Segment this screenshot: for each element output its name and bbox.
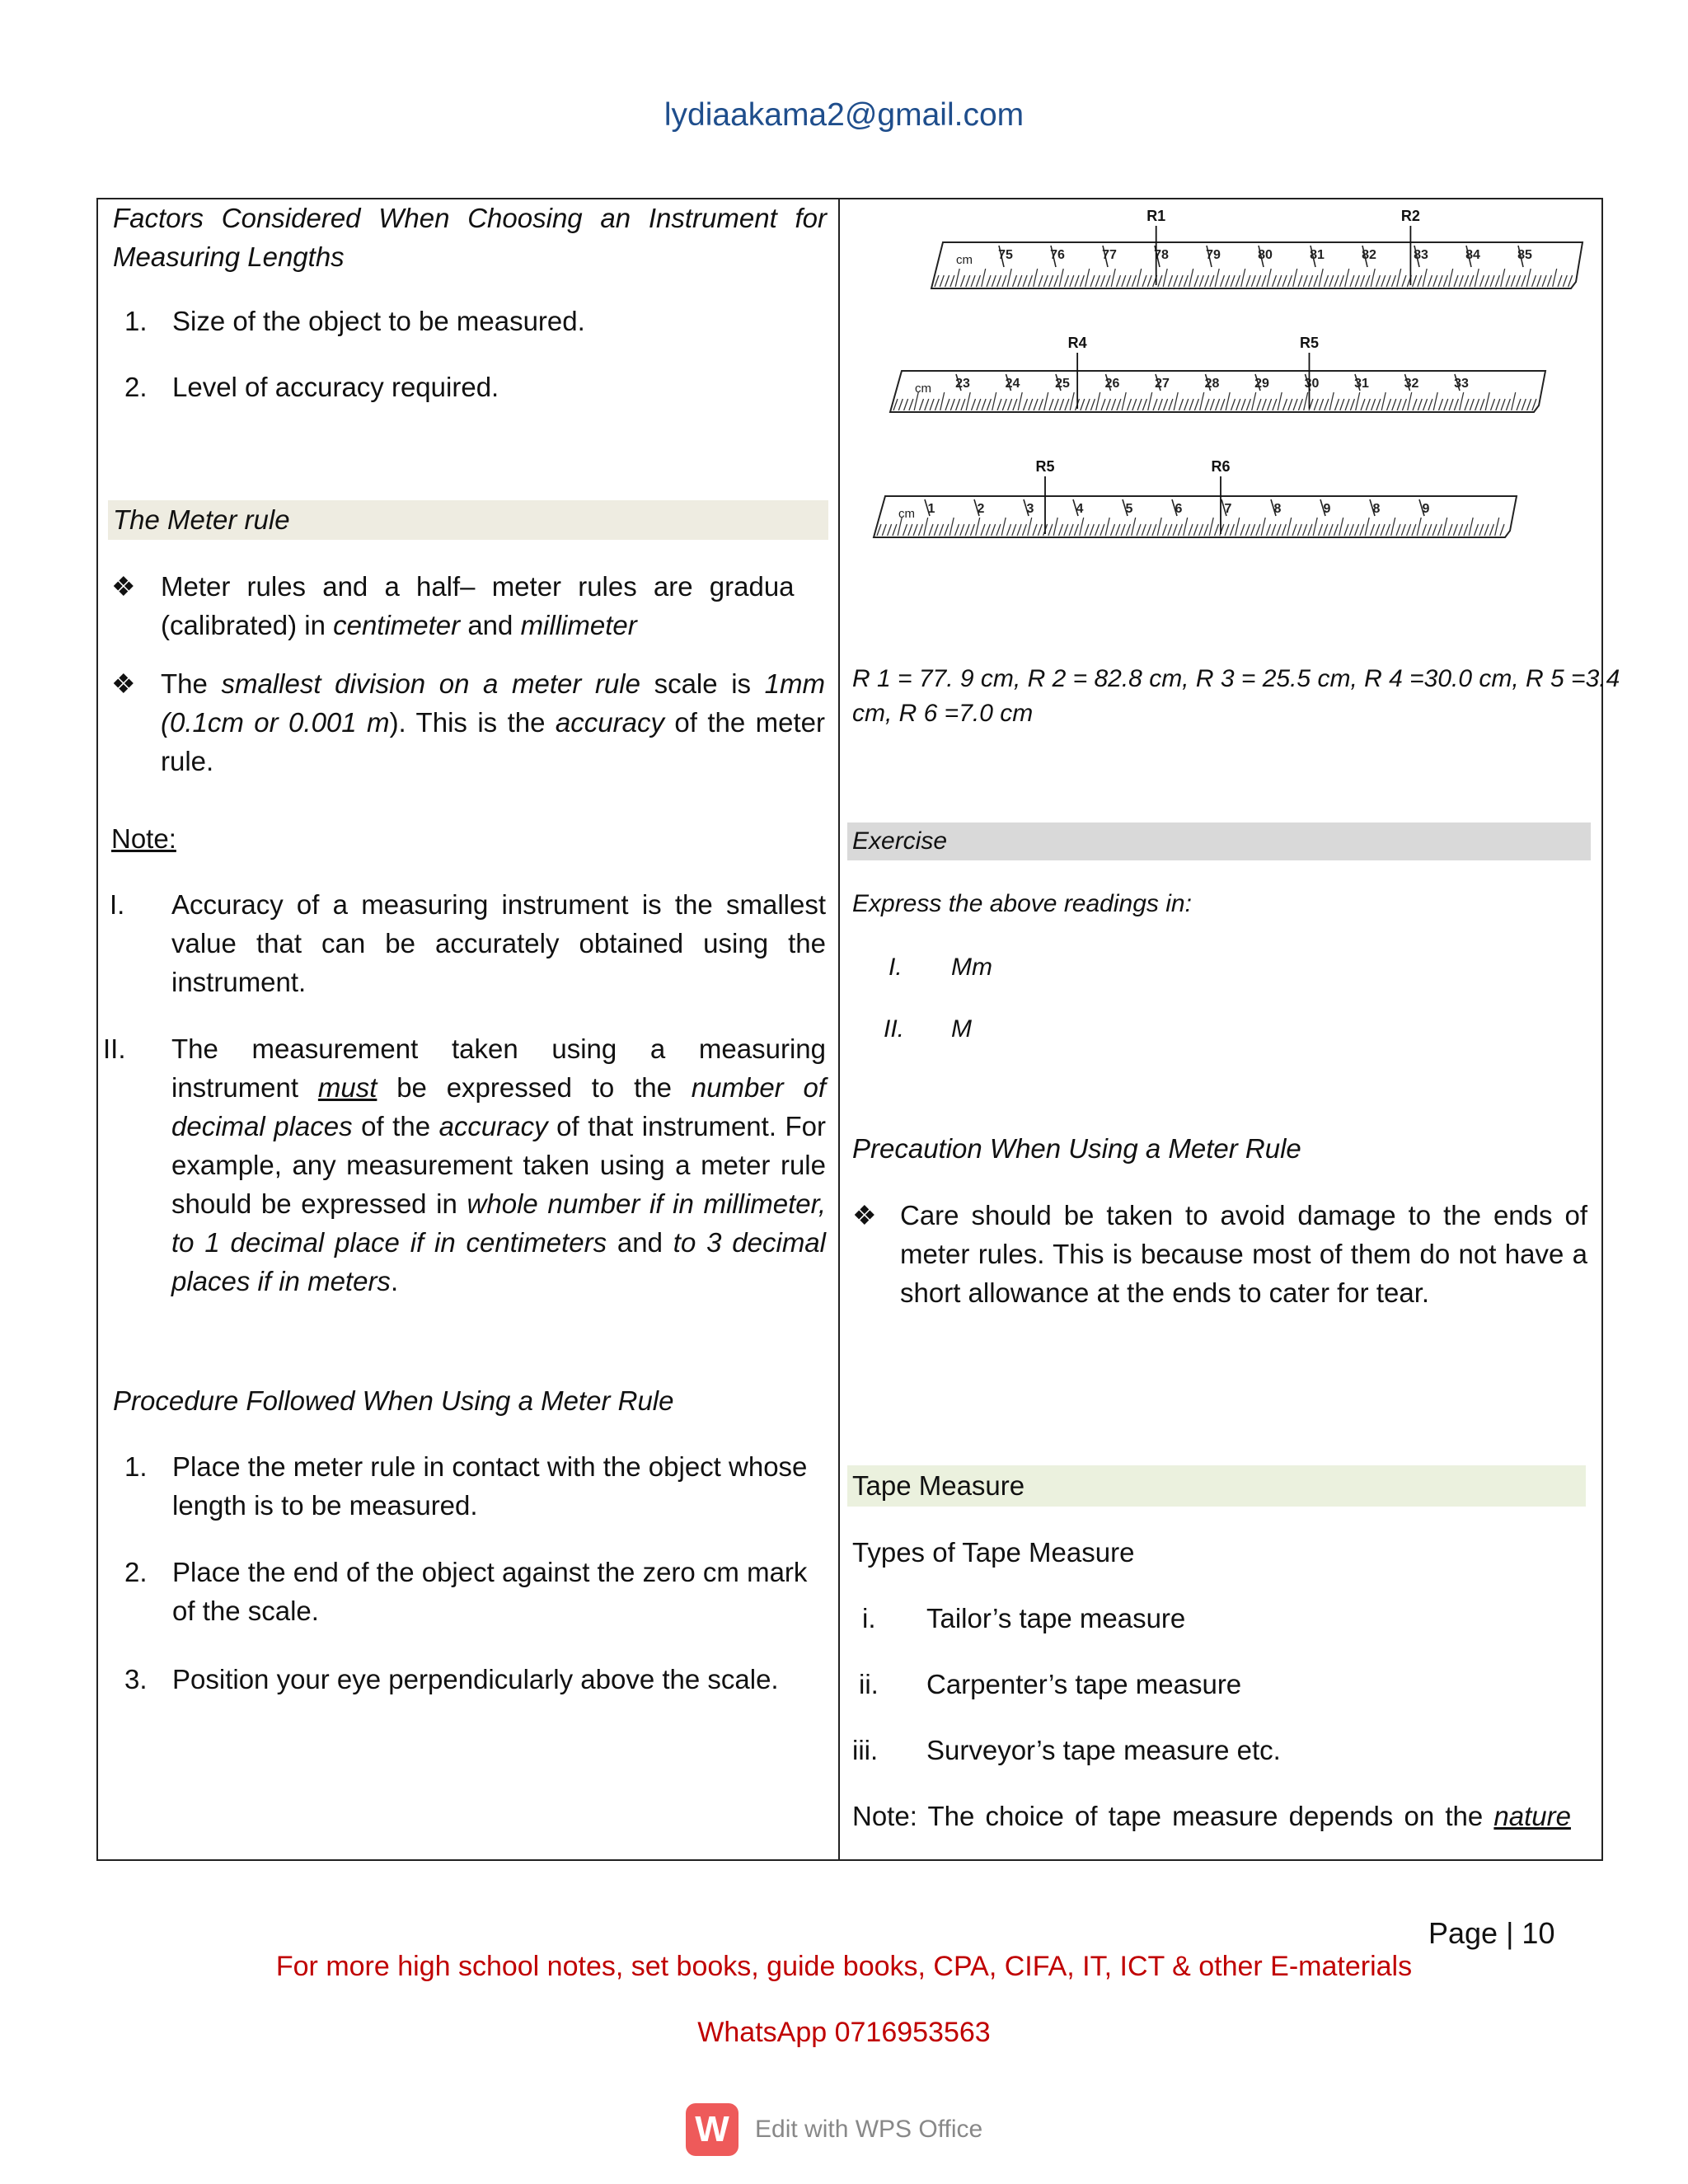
text: The xyxy=(161,668,222,699)
ruler-tick-label: 75 xyxy=(998,248,1013,262)
ruler-tick-label: 29 xyxy=(1254,377,1269,391)
text: nature xyxy=(1493,1801,1571,1831)
text: centimeter xyxy=(333,610,461,640)
ruler-tick-label: 80 xyxy=(1258,248,1273,262)
tape-type-1-number: i. xyxy=(862,1603,876,1633)
ruler-tick-label: 26 xyxy=(1104,377,1120,391)
text: to 1 decimal place if in centimeters xyxy=(171,1227,607,1258)
readings-line-1: R 1 = 77. 9 cm, R 2 = 82.8 cm, R 3 = 25.5 cm, R 4 =30.0 cm, R 5 =3.4 xyxy=(852,665,1620,692)
ruler-tick-label: 83 xyxy=(1414,248,1428,262)
table-divider xyxy=(838,198,840,1861)
item-text: Place the meter rule in contact with the object whose length is to be measured. xyxy=(172,1451,808,1521)
procedure-heading: Procedure Followed When Using a Meter Rule xyxy=(113,1385,674,1416)
ruler-tick-label: 2 xyxy=(977,502,985,516)
text: millimeter xyxy=(520,610,637,640)
text: of the meter rule. xyxy=(161,707,825,776)
item-number: I. xyxy=(110,889,125,920)
procedure-item-3 xyxy=(124,1660,827,1699)
meter-rule-heading: The Meter rule xyxy=(108,500,828,540)
ruler-1 xyxy=(931,208,1582,288)
item-text: Place the end of the object against the zero cm mark of the scale. xyxy=(172,1557,808,1626)
wps-edit-text: Edit with WPS Office xyxy=(755,2116,983,2143)
text: The choice of tape measure depends on the xyxy=(917,1801,1494,1831)
ruler-tick-label: 23 xyxy=(955,377,970,391)
diamond-bullet-icon: ❖ xyxy=(111,571,136,602)
text: smallest division on a meter rule xyxy=(221,668,640,699)
ruler-tick-label: 32 xyxy=(1404,377,1419,391)
text: (calibrated) in xyxy=(161,610,334,640)
ruler-tick-label: 8 xyxy=(1372,502,1381,516)
tape-type-2-text: Carpenter’s tape measure xyxy=(926,1669,1242,1699)
header-email[interactable]: lydiaakama2@gmail.com xyxy=(663,97,1025,133)
diamond-bullet-icon: ❖ xyxy=(852,1200,877,1230)
text: and xyxy=(607,1227,673,1258)
reading-marker-label: R2 xyxy=(1400,208,1420,224)
text: ). This is the xyxy=(389,707,556,738)
precaution-bullet: Care should be taken to avoid damage to the ends of meter rules. This is because most of them do not have a short allowance at the ends to cater for tear. xyxy=(900,1200,1587,1308)
ruler-unit-label: cm xyxy=(898,507,915,521)
text: Accuracy of a measuring instrument xyxy=(171,889,629,920)
note-label xyxy=(111,819,176,858)
ruler-tick-label: 33 xyxy=(1454,377,1469,391)
ruler-tick-label: 81 xyxy=(1310,248,1325,262)
text: accuracy xyxy=(555,707,664,738)
ruler-tick-label: 27 xyxy=(1155,377,1170,391)
item-text: Size of the object to be measured. xyxy=(172,306,585,336)
readings-line-2: cm, R 6 =7.0 cm xyxy=(852,700,1034,727)
ruler-tick-label: 9 xyxy=(1422,502,1430,516)
ruler-tick-label: 4 xyxy=(1076,502,1084,516)
ruler-tick-label: 1 xyxy=(927,502,935,516)
ruler-tick-label: 3 xyxy=(1026,502,1034,516)
text: The measurement taken using a measuring instrument xyxy=(171,1033,826,1103)
text: Note: xyxy=(111,823,176,854)
exercise-item-1-text: Mm xyxy=(951,954,992,981)
promo-text: For more high school notes, set books, guide books, CPA, CIFA, IT, ICT & other E-materials xyxy=(275,1951,1413,1982)
ruler-tick-label: 25 xyxy=(1055,377,1070,391)
tape-note xyxy=(852,1797,1587,1835)
text: is the smallest value that can be accurately obtained using the instrument. xyxy=(171,889,827,997)
text: must xyxy=(317,1072,377,1103)
tape-types-heading: Types of Tape Measure xyxy=(852,1537,1135,1568)
reading-marker-label: R5 xyxy=(1299,335,1319,351)
text: 1mm (0.1cm or 0.001 m xyxy=(161,668,825,738)
item-text xyxy=(171,1029,826,1301)
exercise-prompt: Express the above readings in: xyxy=(852,890,1192,917)
item-text xyxy=(171,885,826,1001)
ruler-body xyxy=(931,242,1582,288)
text: be expressed to the xyxy=(377,1072,692,1103)
wps-edit-button[interactable] xyxy=(686,2103,982,2156)
bullet-line-1: Meter rules and a half– meter rules are gradua xyxy=(161,571,795,602)
text: accuracy xyxy=(438,1111,548,1141)
text: . xyxy=(390,1266,399,1296)
ruler-tick-label: 8 xyxy=(1273,502,1282,516)
text: , xyxy=(818,1188,826,1219)
text: scale is xyxy=(640,668,765,699)
item-number: II. xyxy=(103,1033,126,1064)
reading-marker-label: R4 xyxy=(1067,335,1087,351)
ruler-tick-label: 77 xyxy=(1102,248,1117,262)
text: number of decimal places xyxy=(171,1072,826,1141)
item-text: Level of accuracy required. xyxy=(172,372,499,402)
meter-rule-readings-figure xyxy=(849,199,1599,554)
factors-heading: Factors Considered When Choosing an Instrument for Measuring Lengths xyxy=(113,203,827,272)
exercise-heading: Exercise xyxy=(847,823,1591,860)
ruler-tick-label: 24 xyxy=(1005,377,1020,391)
exercise-item-1-number: I. xyxy=(889,954,903,981)
ruler-tick-label: 9 xyxy=(1323,502,1331,516)
text: of that instrument. For example, any measurement taken using a meter rule should be expressed in xyxy=(171,1111,826,1219)
item-number: 1. xyxy=(124,306,148,336)
ruler-tick-label: 84 xyxy=(1465,248,1480,262)
factors-item-1 xyxy=(124,302,825,340)
ruler-tick-label: 31 xyxy=(1354,377,1369,391)
ruler-tick-label: 85 xyxy=(1517,248,1532,262)
ruler-tick-label: 30 xyxy=(1304,377,1320,391)
ruler-2 xyxy=(890,335,1545,412)
reading-marker-label: R6 xyxy=(1211,458,1231,475)
page-number: Page | 10 xyxy=(1428,1916,1555,1950)
procedure-item-1 xyxy=(124,1447,827,1525)
bullet-graduated xyxy=(111,567,830,649)
text: Note: xyxy=(852,1801,917,1831)
reading-marker-label: R1 xyxy=(1146,208,1166,224)
ruler-tick-label: 7 xyxy=(1224,502,1232,516)
ruler-unit-label: cm xyxy=(915,382,931,396)
factors-item-2 xyxy=(124,368,825,406)
ruler-tick-label: 79 xyxy=(1206,248,1221,262)
precaution-heading: Precaution When Using a Meter Rule xyxy=(852,1133,1301,1164)
ruler-tick-label: 76 xyxy=(1050,248,1065,262)
text: to 3 decimal places if in meters xyxy=(171,1227,826,1296)
item-number: 1. xyxy=(124,1451,148,1482)
text: and xyxy=(460,610,521,640)
ruler-tick-label: 82 xyxy=(1362,248,1376,262)
exercise-item-2-number: II. xyxy=(884,1015,905,1043)
text: whole number if in millimeter xyxy=(467,1188,818,1219)
tape-type-3-text: Surveyor’s tape measure etc. xyxy=(926,1735,1281,1765)
ruler-3 xyxy=(874,458,1517,537)
item-number: 2. xyxy=(124,1557,148,1587)
tape-type-3-number: iii. xyxy=(852,1735,879,1765)
tape-heading: Tape Measure xyxy=(852,1470,1025,1501)
item-number: 3. xyxy=(124,1664,148,1694)
bullet-line-2 xyxy=(161,606,637,644)
tape-type-1-text: Tailor’s tape measure xyxy=(926,1603,1186,1633)
ruler-tick-label: 28 xyxy=(1204,377,1220,391)
wps-logo-icon: W xyxy=(686,2103,738,2156)
procedure-item-2 xyxy=(124,1553,827,1630)
text: of the xyxy=(352,1111,439,1141)
item-text: Position your eye perpendicularly above the scale. xyxy=(172,1664,779,1694)
ruler-tick-label: 5 xyxy=(1125,502,1133,516)
ruler-tick-label: 78 xyxy=(1154,248,1169,262)
rulers-group xyxy=(874,208,1582,537)
item-number: 2. xyxy=(124,372,148,402)
reading-marker-label: R5 xyxy=(1035,458,1055,475)
ruler-unit-label: cm xyxy=(956,253,973,267)
exercise-item-2-text: M xyxy=(951,1015,972,1043)
whatsapp-contact[interactable]: WhatsApp 0716953563 xyxy=(697,2017,991,2048)
bullet-text xyxy=(161,664,825,780)
tape-type-2-number: ii. xyxy=(859,1669,879,1699)
ruler-tick-label: 6 xyxy=(1175,502,1183,516)
diamond-bullet-icon: ❖ xyxy=(111,668,136,699)
